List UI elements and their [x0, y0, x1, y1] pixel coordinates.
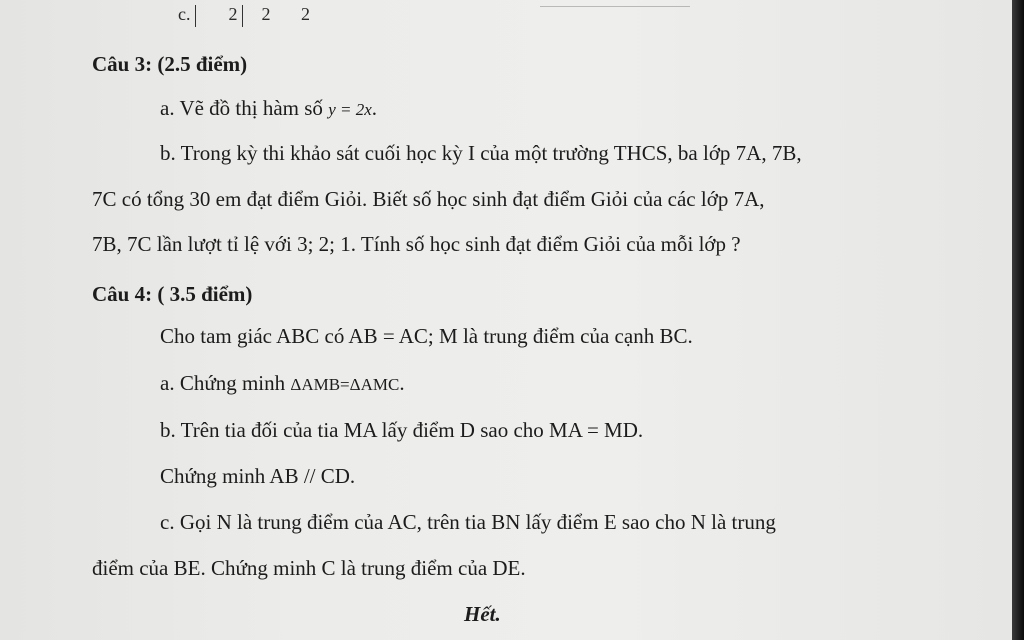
cropped-digit: 2: [301, 4, 310, 24]
q4-b-line2: Chứng minh AB // CD.: [160, 464, 356, 488]
q4-a-formula: ΔAMB=ΔAMC: [290, 375, 400, 394]
q4-a-text: a. Chứng minh: [160, 371, 291, 395]
cropped-top-formula: [178, 4, 310, 27]
dark-photo-edge: [1012, 0, 1024, 640]
cropped-digit: 2: [261, 4, 271, 24]
q4-a: [160, 373, 405, 394]
cropped-top-right: [540, 0, 690, 7]
q3-a-period: .: [371, 96, 377, 120]
q3-heading: Câu 3: (2.5 điểm): [92, 52, 248, 76]
q4-a-period: .: [399, 371, 405, 395]
abs-bar-left: [195, 5, 196, 27]
q4-heading: Câu 4: ( 3.5 điểm): [92, 282, 253, 306]
cropped-label: c.: [178, 4, 191, 24]
q3-b-line2: 7C có tổng 30 em đạt điểm Giỏi. Biết số học sinh đạt điểm Giỏi của các lớp 7A,: [92, 187, 765, 211]
q4-c-line2: điểm của BE. Chứng minh C là trung điểm của DE.: [92, 556, 526, 580]
q3-b-line3: 7B, 7C lần lượt tỉ lệ với 3; 2; 1. Tính số học sinh đạt điểm Giỏi của mỗi lớp ?: [92, 232, 741, 256]
q3-a-formula: y = 2x: [328, 100, 372, 119]
end-mark: Hết.: [464, 602, 501, 626]
q3-a-text: a. Vẽ đồ thị hàm số: [160, 96, 329, 120]
cropped-digit: 2: [228, 4, 238, 24]
abs-bar-right: [242, 5, 243, 27]
q4-b-line1: b. Trên tia đối của tia MA lấy điểm D sao cho MA = MD.: [160, 418, 644, 442]
q3-a: [160, 98, 377, 119]
q3-b-line1: b. Trong kỳ thi khảo sát cuối học kỳ I của một trường THCS, ba lớp 7A, 7B,: [160, 141, 802, 165]
q4-intro: Cho tam giác ABC có AB = AC; M là trung điểm của cạnh BC.: [160, 324, 693, 348]
q4-c-line1: c. Gọi N là trung điểm của AC, trên tia BN lấy điểm E sao cho N là trung: [160, 510, 776, 534]
